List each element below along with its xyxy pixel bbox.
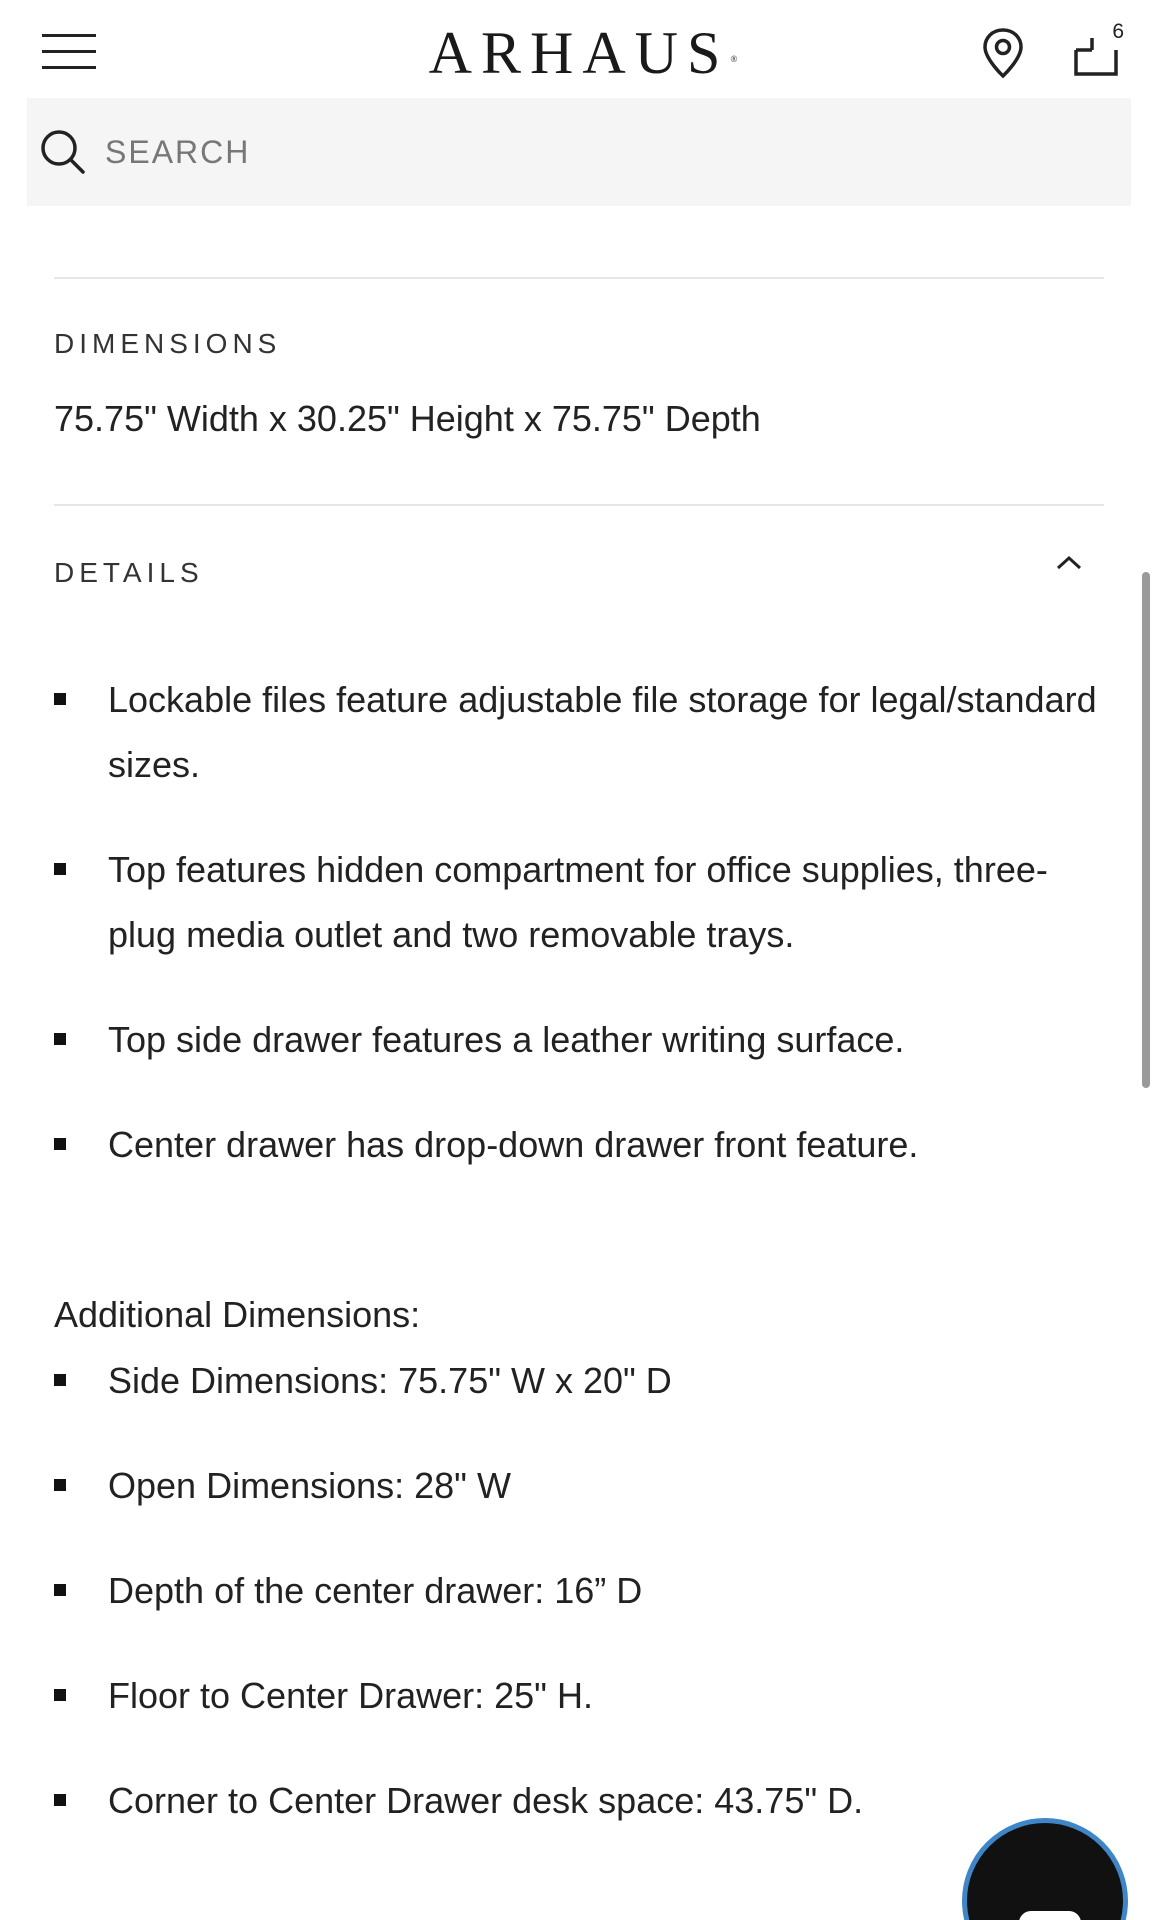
bullet-icon: [54, 1689, 66, 1701]
cart-count-badge: 6: [1112, 20, 1124, 43]
list-item: Corner to Center Drawer desk space: 43.75" D.: [54, 1768, 1104, 1833]
brand-logo: ARHAUS: [428, 20, 730, 86]
bullet-icon: [54, 1138, 66, 1150]
chat-bubble-icon: [1019, 1911, 1081, 1920]
list-item: Top side drawer features a leather writing surface.: [54, 1007, 1104, 1072]
bullet-icon: [54, 1374, 66, 1386]
search-bar: [27, 98, 1131, 206]
location-pin-icon: [980, 26, 1026, 80]
list-item: Top features hidden compartment for office supplies, three-plug media outlet and two removable trays.: [54, 837, 1104, 967]
list-item: Floor to Center Drawer: 25" H.: [54, 1663, 1104, 1728]
list-item: Open Dimensions: 28" W: [54, 1453, 1104, 1518]
chevron-up-icon[interactable]: [1052, 550, 1086, 574]
details-list: [54, 667, 1104, 1217]
bullet-icon: [54, 1794, 66, 1806]
bullet-icon: [54, 863, 66, 875]
registered-mark: ®: [730, 54, 738, 64]
list-item: Lockable files feature adjustable file storage for legal/standard sizes.: [54, 667, 1104, 797]
details-heading[interactable]: DETAILS: [54, 557, 204, 588]
dimensions-heading: DIMENSIONS: [54, 328, 282, 359]
list-item: Center drawer has drop-down drawer front feature.: [54, 1112, 1104, 1177]
dimensions-value: 75.75" Width x 30.25" Height x 75.75" Depth: [54, 398, 761, 439]
site-header: [0, 0, 1158, 98]
cart-button[interactable]: [1070, 20, 1126, 80]
search-input[interactable]: [105, 120, 1105, 184]
additional-dimensions-heading: Additional Dimensions:: [54, 1294, 421, 1335]
bullet-icon: [54, 1584, 66, 1596]
bullet-icon: [54, 1033, 66, 1045]
bullet-icon: [54, 1479, 66, 1491]
list-item: Side Dimensions: 75.75" W x 20" D: [54, 1348, 1104, 1413]
store-locator-button[interactable]: [980, 26, 1026, 80]
search-icon[interactable]: [37, 126, 89, 178]
additional-dimensions-list: [54, 1348, 1104, 1873]
divider: [54, 277, 1104, 279]
scrollbar-thumb[interactable]: [1142, 572, 1150, 1088]
bullet-icon: [54, 693, 66, 705]
list-item: Depth of the center drawer: 16” D: [54, 1558, 1104, 1623]
divider: [54, 504, 1104, 506]
